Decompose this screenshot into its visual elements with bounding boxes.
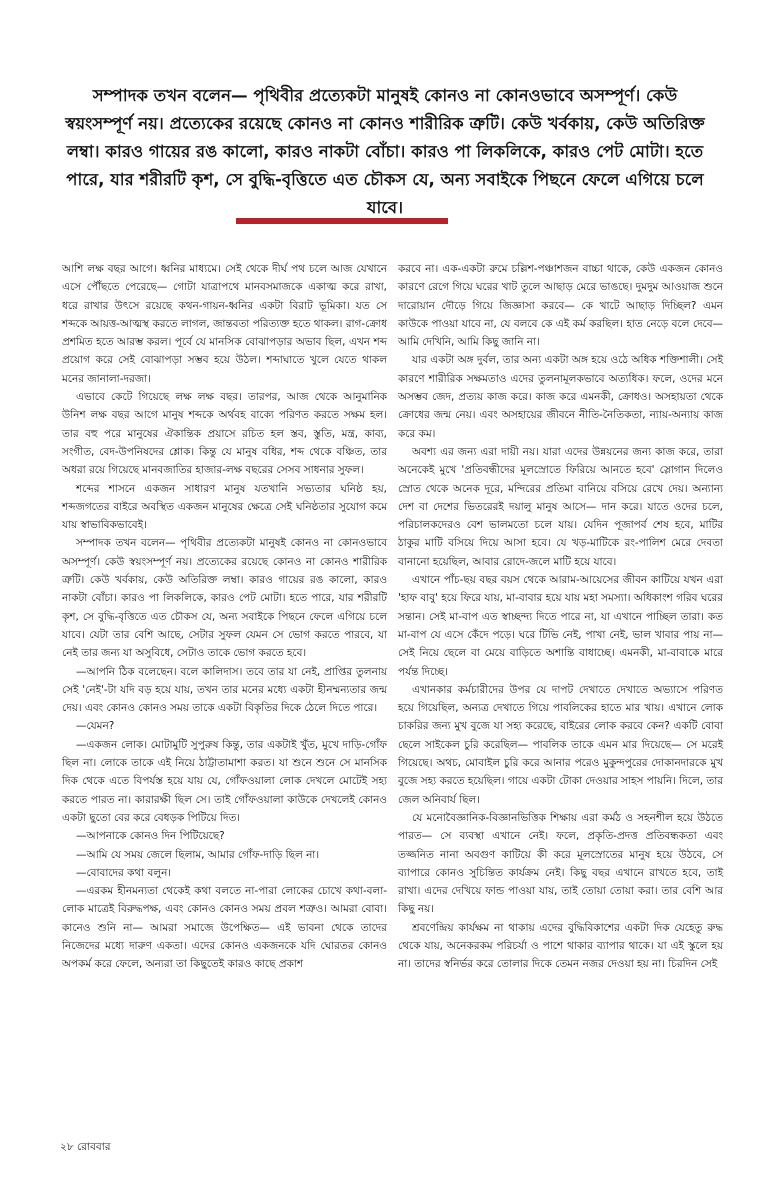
- page-footer: [60, 1140, 111, 1157]
- paragraph: —আপনাকে কোনও দিন পিটিয়েছে?: [76, 830, 225, 843]
- left-column: [62, 260, 387, 974]
- paragraph: —এরকম হীনমন্যতা থেকেই কথা বলতে না-পারা লোকের চোখে কথা-বলা-লোক মাত্রেই বিরুদ্ধপক্ষ, এবং কোনও কোনও সময় প্রবল শত্রুও। আমরা বোবা। কানেও শুনি না— আমরা সমাজে উপেক্ষিত— এই ভাবনা থেকে তাদের নিজেদের মধ্যে দারুণ একতা। এদের কোনও একজনকে যদি ঘোরতর কোনও অপকর্ম করে ফেলে, অন্যরা তা কিছুতেই কারও কাছে প্রকাশ: [62, 885, 387, 971]
- paragraph: শব্দের শাসনে একজন সাধারণ মানুষ যতখানি সভ্যতার ঘনিষ্ঠ হয়, শব্দজগতের বাইরে অবস্থিত একজন মানুষের ক্ষেত্রে সেই ঘনিষ্ঠতার সুযোগ কমে যায় স্বাভাবিকভাবেই।: [62, 482, 387, 532]
- paragraph: করবে না। এক-একটা রুমে চল্লিশ-পঞ্চাশজন বাচ্চা থাকে, কেউ একজন কোনও কারণে রেগে গিয়ে ঘরের খাট তুলে আছাড় মেরে ভাঙছে। দুমদুম আওয়াজ শুনে দারোয়ান দৌড়ে গিয়ে জিজ্ঞাসা করবে— কে খাটে আছাড় দিচ্ছিল? এমন কাউকে পাওয়া যাবে না, যে বলবে কে এই কর্ম করছিল। হাত নেড়ে বলে দেবে— আমি দেখিনি, আমি কিছু জানি না।: [398, 263, 723, 349]
- accent-divider: [236, 218, 448, 224]
- paragraph: —বোবাদের কথা বলুন।: [76, 866, 172, 879]
- paragraph: সম্পাদক তখন বলেন— পৃথিবীর প্রত্যেকটা মানুষই কোনও না কোনওভাবে অসম্পূর্ণ। কেউ স্বয়ংসম্পূর্ণ নয়। প্রত্যেকের রয়েছে কোনও না কোনও শারীরিক ত্রুটি। কেউ খর্বকায়, কেউ অতিরিক্ত লম্বা। কারও গায়ের রঙ কালো, কারও নাকটা বোঁচা। কারও পা লিকলিকে, কারও পেট মোটা। হতে পারে, যার শরীরটি কৃশ, সে বুদ্ধি-বৃত্তিতে এত চৌকস যে, অন্য সবাইকে পিছনে ফেলে এগিয়ে চলে যাবে। যেটা তার বেশি আছে, সেটার সুফল যেমন সে ভোগ করতে পারবে, যা নেই তার জন্য যা অসুবিধে, সেটাও তাকে ভোগ করতে হবে।: [62, 537, 387, 660]
- right-column: [398, 260, 723, 974]
- paragraph: শ্রবণেন্দ্রিয় কার্যক্ষম না থাকায় এদের বুদ্ধিবিকাশের একটা দিক যেহেতু রুদ্ধ থেকে যায়, অনেকরকম পরিচর্যা ও পাশে থাকার ব্যাপার থাকে। যা এই স্কুলে হয় না। তাদের স্বনির্ভর করে তোলার দিকে তেমন নজর দেওয়া হয় না। চিরদিন সেই: [398, 921, 723, 971]
- paragraph: —আপনি ঠিক বলেছেন। বলে কালিদাস। তবে তার যা নেই, প্রাপ্তির তুলনায় সেই 'নেই'-টা যদি বড় হয়ে যায়, তখন তার মনের মধ্যে একটা হীনম্মন্যতার জন্ম দেয়। এবং কোনও কোনও সময় তাকে একটা বিকৃতির দিকে ঠেলে দিতে পারে।: [62, 665, 387, 715]
- paragraph: এখানকার কর্মচারীদের উপর যে দাপট দেখাতে দেখাতে অভ্যাসে পরিণত হয়ে গিয়েছিল, অন্যত্র দেখাতে গিয়ে পাবলিকের হাতে মার খায়। এখানে লোক চাকরির জন্য মুখ বুজে যা সহ্য করেছে, বাইরের লোক করবে কেন? একটি বোবা ছেলে সাইকেল চুরি করেছিল— পাবলিক তাকে এমন মার দিয়েছে— সে মরেই গিয়েছে। অথচ, মোবাইল চুরি করে আনার পরেও মুকুন্দপুরের দোকানদারকে মুখ বুজে সহ্য করতে হয়েছিল। গায়ে একটা টোকা দেওয়ার সাহস পায়নি। দিলে, তার জেল অনিবার্য ছিল।: [398, 683, 723, 806]
- page-number: ২৮: [60, 1141, 74, 1153]
- paragraph: —যেমন?: [76, 720, 115, 733]
- paragraph: এভাবে কেটে গিয়েছে লক্ষ লক্ষ বছর। তারপর, আজ থেকে আনুমানিক উনিশ লক্ষ বছর আগে মানুষ শব্দকে অর্থবহ বাক্যে পরিণত করতে সক্ষম হল। তার বহু পরে মানুষের ঐকান্তিক প্রয়াসে রচিত হল স্তব, স্তুতি, মন্ত্র, কাব্য, সংগীত, বেদ-উপনিষদের শ্লোক। কিন্তু যে মানুষ বধির, শব্দ থেকে বঞ্চিত, তার অধরা রয়ে গিয়েছে মানবজাতির হাজার-লক্ষ বছরের সেসব সাধনার সুফল।: [62, 391, 387, 477]
- paragraph: যে মনোবৈজ্ঞানিক-বিজ্ঞানভিত্তিক শিক্ষায় এরা কর্মঠ ও সহনশীল হয়ে উঠতে পারত— সে ব্যবস্থা এখানে নেই। ফলে, প্রকৃতি-প্রদত্ত প্রতিবন্ধকতা এবং তজ্জনিত নানা অবগুণ কাটিয়ে কী করে মূলস্রোতের মানুষ হয়ে উঠবে, সে ব্যাপারে কোনও সুচিন্তিত কার্যক্রম নেই। কিছু বছর এখানে রাখতে হবে, তাই রাখা। এদের দেখিয়ে ফান্ড পাওয়া যায়, তাই তোয়া তোয়া করা। তার বেশি আর কিছু নয়।: [398, 811, 723, 916]
- paragraph: আশি লক্ষ বছর আগে। ধ্বনির মাধ্যমে। সেই থেকে দীর্ঘ পথ চলে আজ যেখানে এসে পৌঁছতে পেরেছে— গোটা যাত্রাপথে মানবসমাজকে একাত্ম করে রাখা, ধরে রাখার উৎসে রয়েছে কথন-গায়ন-ধ্বনির একটা বিরাট ভূমিকা। যত সে শব্দকে আয়ত্ত-আত্মস্থ করতে লাগল, জান্তবতা পরিত্যক্ত হতে থাকল। রাগ-ক্রোধ প্রশমিত হতে আরম্ভ করল। পূর্বে যে মানসিক বোঝাপড়ার অভাব ছিল, এখন শব্দ প্রয়োগ করে সেই বোঝাপড়া সম্ভব হয়ে উঠল। শব্দাঘাতে খুলে যেতে থাকল মনের জানালা-দরজা।: [62, 263, 388, 385]
- paragraph: —আমি যে সময় জেলে ছিলাম, আমার গোঁফ-দাড়ি ছিল না।: [76, 848, 320, 861]
- magazine-name: রোববার: [76, 1141, 111, 1153]
- paragraph: —একজন লোক। মোটামুটি সুপুরুষ কিন্তু, তার একটাই খুঁত, মুখে দাড়ি-গোঁফ ছিল না। লোকে তাকে এই নিয়ে ঠাট্টাতামাশা করত। যা শুনে শুনে সে মানসিক দিক থেকে এতে বিপর্যস্ত হয়ে যায় যে, গোঁফওয়ালা লোক দেখলে মোটেই সহ্য করতে পারত না। কারারক্ষী ছিল সে। তাই গোঁফওয়ালা কাউকে দেখলেই কোনও একটা ছুতো বের করে বেধড়ক পিটিয়ে দিত।: [62, 738, 387, 824]
- pull-quote: সম্পাদক তখন বলেন— পৃথিবীর প্রত্যেকটা মানুষই কোনও না কোনওভাবে অসম্পূর্ণ। কেউ স্বয়ংসম্পূর্ণ নয়। প্রত্যেকের রয়েছে কোনও না কোনও শারীরিক ত্রুটি। কেউ খর্বকায়, কেউ অতিরিক্ত লম্বা। কারও গায়ের রঙ কালো, কারও নাকটা বোঁচা। কারও পা লিকলিকে, কারও পেট মোটা। হতে পারে, যার শরীরটি কৃশ, সে বুদ্ধি-বৃত্তিতে এত চৌকস যে, অন্য সবাইকে পিছনে ফেলে এগিয়ে চলে যাবে।: [65, 86, 705, 217]
- paragraph: অবশ্য এর জন্য এরা দায়ী নয়। যারা এদের উন্নয়নের জন্য কাজ করে, তারা অনেকেই মুখে 'প্রতিবন্ধীদের মূলস্রোতে ফিরিয়ে আনতে হবে' স্লোগান দিলেও স্রোত থেকে অনেক দূরে, মন্দিরের প্রতিমা বানিয়ে বসিয়ে রেখে দেয়। অন্যান্য দেশ বা দেশের ভিতরেরই দয়ালু মানুষ আসে— দান করে। যাতে ওদের চলে, পরিচালকদেরও বেশ ভালমতো চলে যায়। যেদিন পূজাপর্ব শেষ হবে, মাটির ঠাকুর মাটি বসিয়ে দিয়ে আসা হবে। যে খড়-মাটিকে রং-পালিশ মেরে দেবতা বানানো হয়েছিল, আবার রোদে-জলে মাটি হয়ে যাবে।: [398, 445, 723, 568]
- paragraph: এখানে পাঁচ-ছয় বছর বয়স থেকে আরাম-আয়েসের জীবন কাটিয়ে যখন এরা 'হাফ বাবু' হয়ে ফিরে যায়, মা-বাবার হয়ে যায় মহা সমস্যা। অধিকাংশ গরিব ঘরের সন্তান। সেই মা-বাপ এত স্বাচ্ছন্দ্য দিতে পারে না, যা এখানে পাচ্ছিল তারা। কত মা-বাপ যে এসে কেঁদে পড়ে। ঘরে টিভি নেই, পাখা নেই, ভাল খাবার পায় না— সেই নিয়ে ছেলে বা মেয়ে বাড়িতে অশান্তি বাধাচ্ছে। এমনকী, মা-বাবাকে মারে পর্যন্ত দিচ্ছে।: [398, 574, 723, 678]
- paragraph: যার একটা অঙ্গ দুর্বল, তার অন্য একটা অঙ্গ হয়ে ওঠে অধিক শক্তিশালী। সেই কারণে শারীরিক সক্ষমতাও এদের তুলনামূলকভাবে অত্যধিক। ফলে, ওদের মনে অসম্ভব জেদ, প্রত্যয় কাজ করে। কাজ করে এমনকী, ক্রোধও। অসহায়তা থেকে ক্রোধের জন্ম নেয়। এবং অসহায়ের জীবনে নীতি-নৈতিকতা, ন্যায়-অন্যায় কাজ করে কম।: [398, 354, 723, 440]
